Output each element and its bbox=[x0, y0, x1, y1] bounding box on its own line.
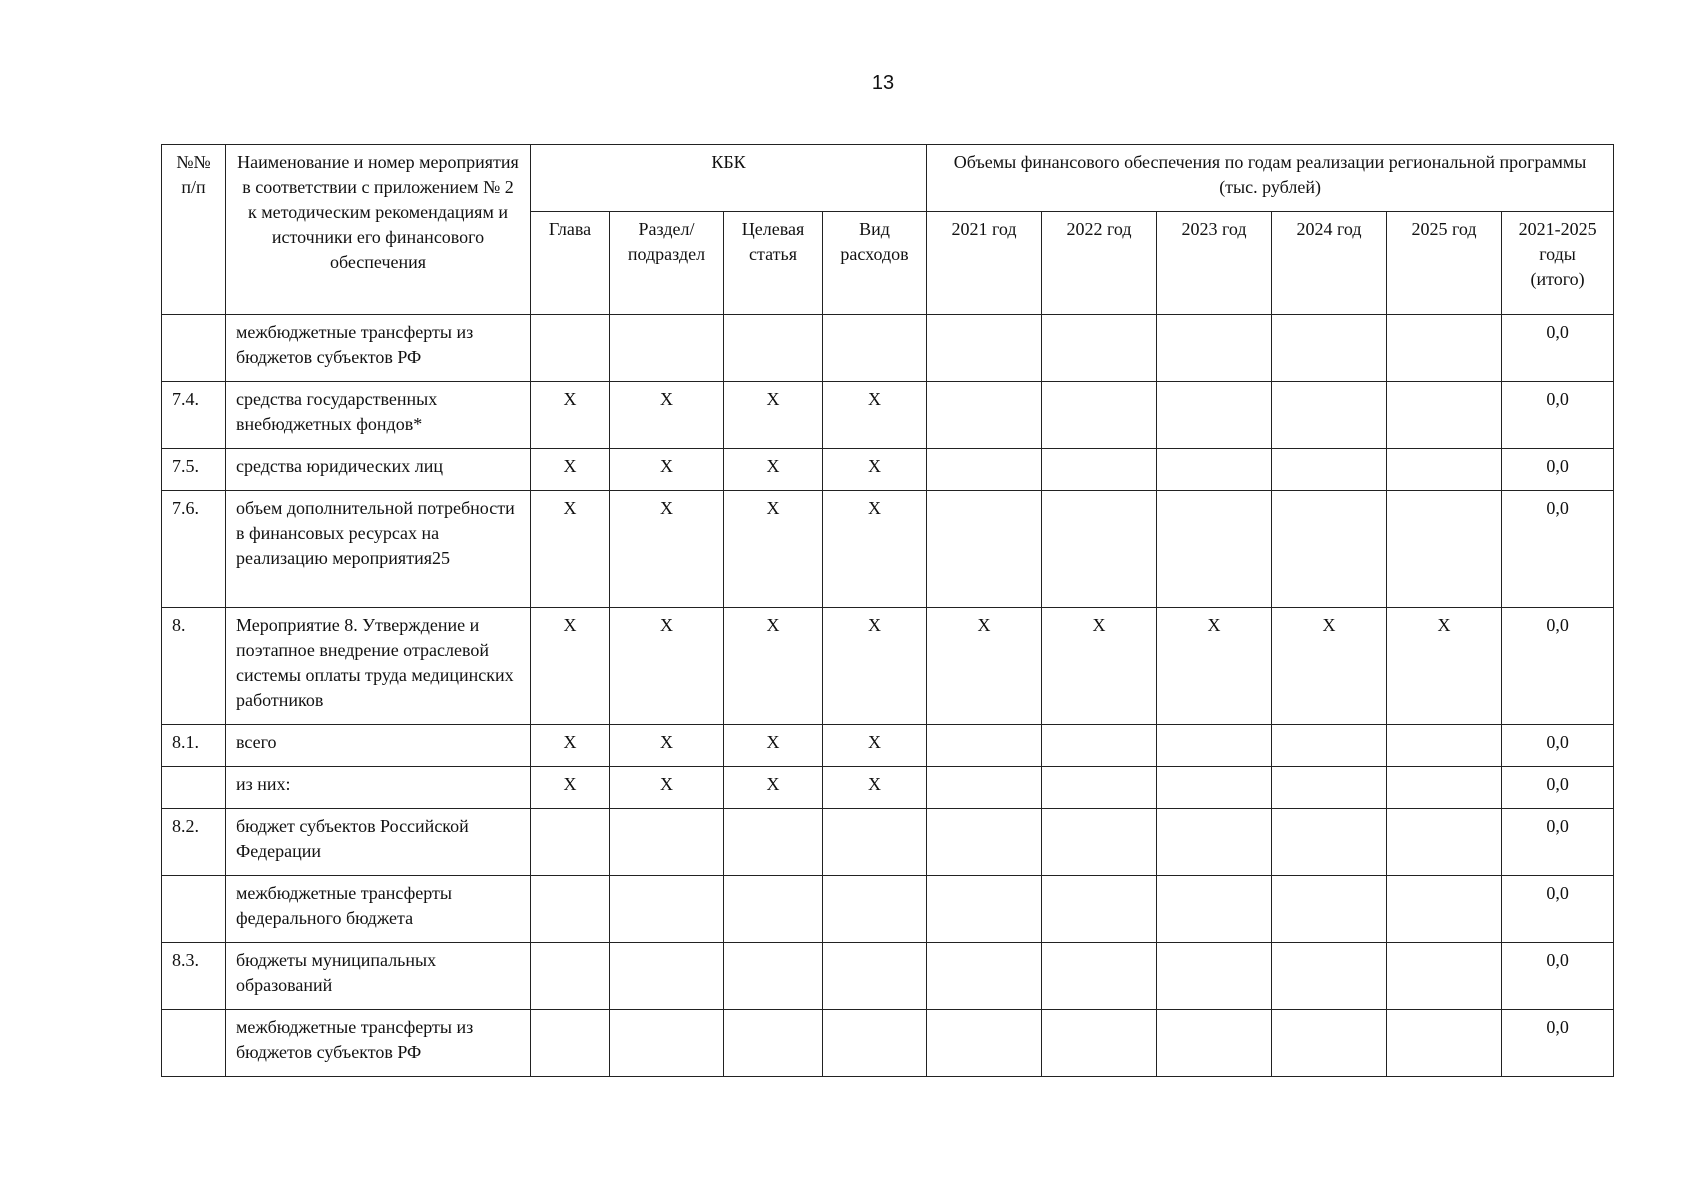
row-number: 7.4. bbox=[162, 382, 226, 449]
row-kbk-cell: X bbox=[823, 767, 927, 809]
row-number: 8. bbox=[162, 608, 226, 725]
row-kbk-cell: X bbox=[610, 608, 724, 725]
table-row bbox=[162, 767, 1614, 809]
row-kbk-cell bbox=[724, 809, 823, 876]
row-kbk-cell bbox=[823, 943, 927, 1010]
row-kbk-cell: X bbox=[610, 725, 724, 767]
header-kbk-column: Глава bbox=[531, 212, 610, 315]
row-year-cell bbox=[927, 876, 1042, 943]
table-header bbox=[162, 145, 1614, 315]
row-number bbox=[162, 1010, 226, 1077]
row-year-cell bbox=[1387, 943, 1502, 1010]
header-year-column: 2022 год bbox=[1042, 212, 1157, 315]
header-activity-name: Наименование и номер мероприятия в соответствии с приложением № 2 к методическим рекомендациям и источники его финансового обеспечения bbox=[226, 145, 531, 315]
row-kbk-cell bbox=[823, 876, 927, 943]
row-year-cell bbox=[1387, 876, 1502, 943]
row-kbk-cell bbox=[724, 1010, 823, 1077]
row-year-cell bbox=[927, 449, 1042, 491]
row-year-cell bbox=[1157, 943, 1272, 1010]
row-kbk-cell: X bbox=[531, 382, 610, 449]
table-row bbox=[162, 315, 1614, 382]
row-year-cell bbox=[927, 315, 1042, 382]
row-year-cell bbox=[927, 382, 1042, 449]
row-kbk-cell bbox=[531, 315, 610, 382]
row-kbk-cell: X bbox=[531, 767, 610, 809]
row-year-cell bbox=[927, 1010, 1042, 1077]
row-activity-name: межбюджетные трансферты из бюджетов субъектов РФ bbox=[226, 315, 531, 382]
row-year-cell bbox=[1387, 315, 1502, 382]
row-kbk-cell bbox=[724, 315, 823, 382]
header-year-column: 2021-2025 годы (итого) bbox=[1502, 212, 1614, 315]
table-row bbox=[162, 491, 1614, 608]
row-kbk-cell: X bbox=[823, 449, 927, 491]
header-kbk-column: Вид расходов bbox=[823, 212, 927, 315]
row-kbk-cell bbox=[724, 876, 823, 943]
row-activity-name: всего bbox=[226, 725, 531, 767]
row-year-cell: X bbox=[1272, 608, 1387, 725]
row-year-cell bbox=[1272, 767, 1387, 809]
row-year-cell bbox=[1272, 876, 1387, 943]
row-number: 8.3. bbox=[162, 943, 226, 1010]
row-year-cell bbox=[1157, 809, 1272, 876]
row-year-cell bbox=[1042, 767, 1157, 809]
row-kbk-cell: X bbox=[610, 382, 724, 449]
row-total: 0,0 bbox=[1502, 449, 1614, 491]
row-year-cell bbox=[1157, 449, 1272, 491]
row-total: 0,0 bbox=[1502, 876, 1614, 943]
header-year-column: 2024 год bbox=[1272, 212, 1387, 315]
row-kbk-cell bbox=[531, 1010, 610, 1077]
header-year-column: 2023 год bbox=[1157, 212, 1272, 315]
row-year-cell bbox=[927, 767, 1042, 809]
row-kbk-cell bbox=[823, 1010, 927, 1077]
table-row bbox=[162, 943, 1614, 1010]
row-kbk-cell bbox=[610, 809, 724, 876]
row-year-cell bbox=[1272, 943, 1387, 1010]
row-total: 0,0 bbox=[1502, 725, 1614, 767]
row-year-cell bbox=[1157, 725, 1272, 767]
row-kbk-cell: X bbox=[531, 608, 610, 725]
row-total: 0,0 bbox=[1502, 1010, 1614, 1077]
row-kbk-cell bbox=[724, 943, 823, 1010]
row-year-cell bbox=[927, 943, 1042, 1010]
row-kbk-cell bbox=[531, 809, 610, 876]
row-year-cell bbox=[1272, 1010, 1387, 1077]
header-kbk-column: Раздел/ подраздел bbox=[610, 212, 724, 315]
row-total: 0,0 bbox=[1502, 382, 1614, 449]
row-activity-name: межбюджетные трансферты из бюджетов субъектов РФ bbox=[226, 1010, 531, 1077]
row-kbk-cell: X bbox=[610, 449, 724, 491]
row-year-cell bbox=[1272, 315, 1387, 382]
row-kbk-cell bbox=[531, 876, 610, 943]
row-number: 8.1. bbox=[162, 725, 226, 767]
row-kbk-cell: X bbox=[531, 449, 610, 491]
row-activity-name: объем дополнительной потребности в финансовых ресурсах на реализацию мероприятия25 bbox=[226, 491, 531, 608]
row-year-cell bbox=[1042, 809, 1157, 876]
row-kbk-cell bbox=[823, 809, 927, 876]
table-row bbox=[162, 809, 1614, 876]
row-year-cell bbox=[1272, 809, 1387, 876]
row-activity-name: средства государственных внебюджетных фондов* bbox=[226, 382, 531, 449]
row-year-cell bbox=[1042, 1010, 1157, 1077]
row-kbk-cell bbox=[823, 315, 927, 382]
row-year-cell bbox=[1042, 315, 1157, 382]
row-kbk-cell: X bbox=[610, 491, 724, 608]
row-kbk-cell: X bbox=[823, 382, 927, 449]
row-year-cell bbox=[1157, 315, 1272, 382]
row-year-cell bbox=[1272, 382, 1387, 449]
row-number: 7.5. bbox=[162, 449, 226, 491]
row-kbk-cell bbox=[610, 943, 724, 1010]
table-row bbox=[162, 608, 1614, 725]
financing-table bbox=[161, 144, 1614, 1077]
row-year-cell bbox=[1042, 491, 1157, 608]
row-kbk-cell: X bbox=[531, 725, 610, 767]
row-year-cell bbox=[1157, 382, 1272, 449]
row-number bbox=[162, 315, 226, 382]
row-year-cell bbox=[1387, 725, 1502, 767]
row-year-cell bbox=[1387, 767, 1502, 809]
row-kbk-cell: X bbox=[823, 491, 927, 608]
row-year-cell bbox=[1387, 449, 1502, 491]
header-year-column: 2025 год bbox=[1387, 212, 1502, 315]
row-kbk-cell: X bbox=[724, 491, 823, 608]
row-kbk-cell: X bbox=[724, 608, 823, 725]
row-year-cell bbox=[1272, 725, 1387, 767]
table-row bbox=[162, 1010, 1614, 1077]
row-year-cell bbox=[1272, 449, 1387, 491]
row-year-cell: X bbox=[1042, 608, 1157, 725]
row-total: 0,0 bbox=[1502, 767, 1614, 809]
header-year-column: 2021 год bbox=[927, 212, 1042, 315]
row-year-cell bbox=[1387, 809, 1502, 876]
row-year-cell bbox=[1042, 876, 1157, 943]
row-activity-name: бюджеты муниципальных образований bbox=[226, 943, 531, 1010]
row-total: 0,0 bbox=[1502, 491, 1614, 608]
row-kbk-cell: X bbox=[823, 608, 927, 725]
row-activity-name: средства юридических лиц bbox=[226, 449, 531, 491]
row-year-cell bbox=[1042, 725, 1157, 767]
row-kbk-cell bbox=[531, 943, 610, 1010]
row-year-cell bbox=[927, 809, 1042, 876]
row-total: 0,0 bbox=[1502, 943, 1614, 1010]
row-year-cell bbox=[1157, 767, 1272, 809]
row-activity-name: межбюджетные трансферты федерального бюджета bbox=[226, 876, 531, 943]
row-year-cell bbox=[1157, 1010, 1272, 1077]
row-year-cell bbox=[1387, 491, 1502, 608]
table-row bbox=[162, 449, 1614, 491]
row-number: 8.2. bbox=[162, 809, 226, 876]
row-kbk-cell: X bbox=[823, 725, 927, 767]
header-kbk-column: Целевая статья bbox=[724, 212, 823, 315]
row-kbk-cell: X bbox=[724, 725, 823, 767]
page-number: 13 bbox=[871, 72, 895, 94]
row-kbk-cell: X bbox=[531, 491, 610, 608]
row-kbk-cell: X bbox=[610, 767, 724, 809]
row-total: 0,0 bbox=[1502, 608, 1614, 725]
table-row bbox=[162, 382, 1614, 449]
row-number bbox=[162, 876, 226, 943]
header-kbk: КБК bbox=[531, 145, 927, 212]
row-year-cell bbox=[1157, 491, 1272, 608]
row-number: 7.6. bbox=[162, 491, 226, 608]
row-year-cell bbox=[1042, 382, 1157, 449]
row-year-cell bbox=[1272, 491, 1387, 608]
header-financing: Объемы финансового обеспечения по годам реализации региональной программы (тыс. рублей) bbox=[927, 145, 1614, 212]
row-activity-name: из них: bbox=[226, 767, 531, 809]
row-kbk-cell bbox=[610, 315, 724, 382]
row-year-cell bbox=[927, 725, 1042, 767]
row-year-cell: X bbox=[1157, 608, 1272, 725]
table-row bbox=[162, 725, 1614, 767]
row-year-cell: X bbox=[1387, 608, 1502, 725]
row-kbk-cell bbox=[610, 1010, 724, 1077]
row-kbk-cell: X bbox=[724, 382, 823, 449]
row-year-cell bbox=[1387, 382, 1502, 449]
row-year-cell bbox=[1042, 449, 1157, 491]
row-kbk-cell: X bbox=[724, 449, 823, 491]
row-year-cell: X bbox=[927, 608, 1042, 725]
row-total: 0,0 bbox=[1502, 809, 1614, 876]
row-activity-name: бюджет субъектов Российской Федерации bbox=[226, 809, 531, 876]
row-total: 0,0 bbox=[1502, 315, 1614, 382]
header-number: №№ п/п bbox=[162, 145, 226, 315]
row-year-cell bbox=[927, 491, 1042, 608]
row-activity-name: Мероприятие 8. Утверждение и поэтапное внедрение отраслевой системы оплаты труда медицинских работников bbox=[226, 608, 531, 725]
row-year-cell bbox=[1387, 1010, 1502, 1077]
row-year-cell bbox=[1042, 943, 1157, 1010]
row-kbk-cell bbox=[610, 876, 724, 943]
table-row bbox=[162, 876, 1614, 943]
row-year-cell bbox=[1157, 876, 1272, 943]
table-body bbox=[162, 315, 1614, 1077]
row-kbk-cell: X bbox=[724, 767, 823, 809]
row-number bbox=[162, 767, 226, 809]
